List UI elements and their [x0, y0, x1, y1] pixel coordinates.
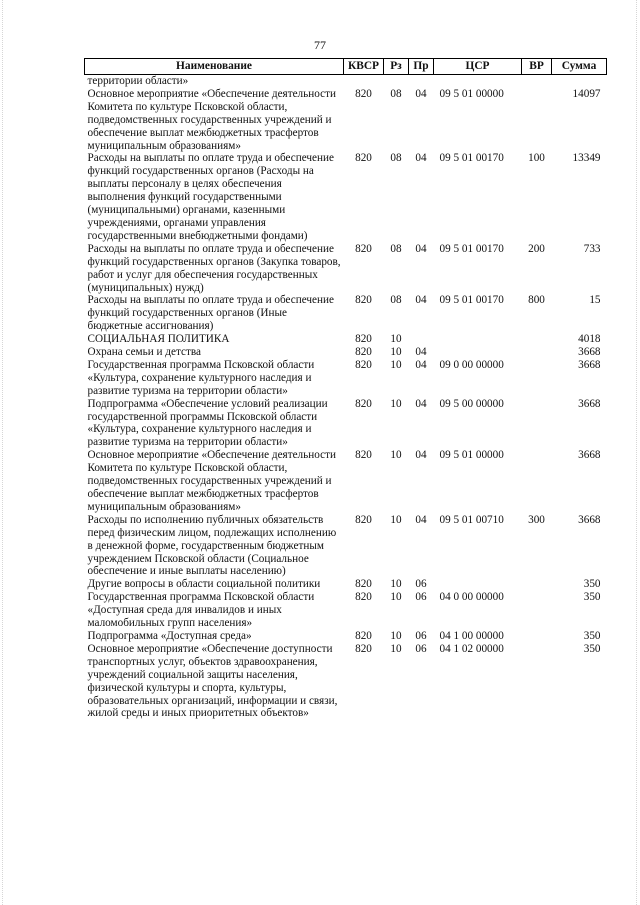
row-pr: 04: [415, 242, 427, 255]
row-vr: [522, 346, 552, 359]
left-scan-edge: [2, 0, 3, 905]
row-kvsr: [344, 75, 384, 88]
row-name: Государственная программа Псковской области «Доступная среда для инвалидов и иных маломобильных групп населения»: [87, 591, 315, 630]
row-vr: 200: [528, 242, 545, 255]
row-sum: 3668: [578, 397, 601, 410]
row-vr: [522, 578, 552, 591]
row-sum: 4018: [578, 333, 601, 346]
row-pr: 06: [415, 591, 427, 604]
table-row: [85, 333, 607, 346]
row-rz: 10: [390, 578, 402, 591]
row-vr: [522, 591, 552, 630]
row-pr: 04: [415, 449, 427, 462]
row-rz: 10: [390, 513, 402, 526]
row-csr: 09 5 01 00000: [439, 87, 504, 100]
row-kvsr: 820: [355, 346, 372, 359]
table-row: [85, 578, 607, 591]
header-name: Наименование: [85, 59, 344, 75]
row-pr: 04: [415, 397, 427, 410]
row-vr: [522, 88, 552, 153]
row-rz: 08: [390, 294, 402, 307]
row-csr: 04 0 00 00000: [439, 591, 504, 604]
header-vr: ВР: [522, 59, 552, 75]
row-rz: 08: [390, 87, 402, 100]
row-vr: [522, 643, 552, 720]
row-name: Расходы на выплаты по оплате труда и обеспечение функций государственных органов (Расходы на выплаты персоналу в целях обеспечения выполнения функций государственными (муниципальными) органами, казенными учреждениями, органами управления государственными внебюджетными фондами): [87, 152, 334, 242]
row-rz: [384, 75, 409, 88]
budget-table: [84, 58, 607, 720]
row-kvsr: 820: [355, 333, 372, 346]
row-csr: [434, 333, 522, 346]
page-number: 77: [314, 38, 326, 52]
row-kvsr: 820: [355, 642, 372, 655]
row-csr: 04 1 02 00000: [439, 642, 504, 655]
table-row: [85, 75, 607, 88]
table-row: [85, 643, 607, 720]
row-sum: 3668: [578, 449, 601, 462]
table-row: [85, 449, 607, 514]
row-kvsr: 820: [355, 242, 372, 255]
row-rz: 10: [390, 397, 402, 410]
row-sum: 350: [583, 591, 601, 604]
row-vr: 300: [528, 513, 545, 526]
row-csr: 09 5 01 00170: [439, 294, 504, 307]
row-sum: [552, 75, 607, 88]
table-row: [85, 359, 607, 398]
row-rz: 10: [390, 642, 402, 655]
row-csr: 09 5 01 00710: [439, 513, 504, 526]
row-kvsr: 820: [355, 629, 372, 642]
row-vr: [522, 359, 552, 398]
row-name: Расходы на выплаты по оплате труда и обеспечение функций государственных органов (Закупка товаров, работ и услуг для обеспечения государственных (муниципальных) нужд): [87, 242, 341, 294]
row-sum: 3668: [578, 346, 601, 359]
row-kvsr: 820: [355, 449, 372, 462]
row-sum: 350: [583, 642, 601, 655]
table-row: [85, 294, 607, 333]
table-row: [85, 88, 607, 153]
row-rz: 10: [390, 591, 402, 604]
row-pr: 06: [415, 642, 427, 655]
header-sum: Сумма: [552, 59, 607, 75]
row-kvsr: 820: [355, 397, 372, 410]
row-sum: 3668: [578, 513, 601, 526]
row-rz: 10: [390, 449, 402, 462]
row-sum: 350: [583, 629, 601, 642]
row-kvsr: 820: [355, 294, 372, 307]
row-pr: [409, 75, 434, 88]
row-rz: 10: [390, 346, 402, 359]
row-name: Другие вопросы в области социальной политики: [87, 578, 321, 591]
header-kvsr: КВСР: [344, 59, 384, 75]
row-csr: [434, 346, 522, 359]
row-rz: 10: [390, 333, 402, 346]
row-csr: 09 0 00 00000: [439, 358, 504, 371]
row-vr: [522, 333, 552, 346]
row-rz: 08: [390, 242, 402, 255]
row-sum: 350: [583, 578, 601, 591]
row-csr: 09 5 01 00170: [439, 242, 504, 255]
row-name: Подпрограмма «Доступная среда»: [87, 629, 252, 642]
row-csr: [434, 75, 522, 88]
row-sum: 3668: [578, 358, 601, 371]
row-kvsr: 820: [355, 513, 372, 526]
row-vr: [522, 398, 552, 450]
row-rz: 10: [390, 629, 402, 642]
header-csr: ЦСР: [434, 59, 522, 75]
row-sum: 733: [583, 242, 601, 255]
table-row: [85, 514, 607, 579]
row-rz: 08: [390, 152, 402, 165]
row-name: Подпрограмма «Обеспечение условий реализации государственной программы Псковской области «Культура, сохранение культурного наследия и развитие туризма на территории области»: [87, 397, 328, 449]
row-vr: 800: [528, 294, 545, 307]
row-name: Основное мероприятие «Обеспечение доступности транспортных услуг, объектов здравоохранения, учреждений социальной защиты населения, физической культуры и спорта, культуры, образовательных организаций, информации и связи, жилой среды и иных приоритетных объектов»: [87, 642, 338, 720]
row-pr: 06: [415, 629, 427, 642]
table-header: [85, 59, 607, 75]
row-csr: 09 5 01 00000: [439, 449, 504, 462]
row-rz: 10: [390, 358, 402, 371]
row-pr: 04: [415, 87, 427, 100]
row-kvsr: 820: [355, 87, 372, 100]
header-pr: Пр: [409, 59, 434, 75]
row-name: Основное мероприятие «Обеспечение деятельности Комитета по культуре Псковской области, подведомственных государственных учреждений и обеспечение выплат межбюджетных трасфертов муниципальным образованиям»: [87, 449, 336, 513]
row-pr: 04: [415, 346, 427, 359]
header-rz: Рз: [384, 59, 409, 75]
row-name: Охрана семьи и детства: [87, 346, 201, 359]
row-vr: 100: [528, 152, 545, 165]
row-kvsr: 820: [355, 358, 372, 371]
row-name: Расходы на выплаты по оплате труда и обеспечение функций государственных органов (Иные бюджетные ассигнования): [87, 294, 334, 333]
row-kvsr: 820: [355, 591, 372, 604]
row-pr: 04: [415, 152, 427, 165]
row-name: Расходы по исполнению публичных обязательств перед физическим лицом, подлежащих исполнению в денежной форме, государственным бюджетным учреждением Псковской области (Социальное обеспечение и иные выплаты населению): [87, 513, 337, 578]
right-scan-edge: [636, 0, 637, 905]
row-vr: [522, 630, 552, 643]
row-pr: 04: [415, 358, 427, 371]
row-name: Государственная программа Псковской области «Культура, сохранение культурного наследия и развитие туризма на территории области»: [87, 358, 315, 397]
row-pr: 04: [415, 513, 427, 526]
row-sum: 13349: [572, 152, 601, 165]
row-csr: [434, 578, 522, 591]
row-vr: [522, 449, 552, 514]
table-row: [85, 243, 607, 295]
row-sum: 15: [589, 294, 601, 307]
table-row: [85, 591, 607, 630]
table-row: [85, 630, 607, 643]
row-sum: 14097: [572, 87, 601, 100]
row-kvsr: 820: [355, 578, 372, 591]
row-name: Основное мероприятие «Обеспечение деятельности Комитета по культуре Псковской области, подведомственных государственных учреждений и обеспечение выплат межбюджетных трасфертов муниципальным образованиям»: [87, 87, 336, 152]
row-pr: [409, 333, 434, 346]
row-csr: 04 1 00 00000: [439, 629, 504, 642]
table-row: [85, 398, 607, 450]
row-name: СОЦИАЛЬНАЯ ПОЛИТИКА: [87, 333, 230, 346]
table-row: [85, 346, 607, 359]
table-body: [85, 75, 607, 721]
row-pr: 04: [415, 294, 427, 307]
row-pr: 06: [415, 578, 427, 591]
row-csr: 09 5 01 00170: [439, 152, 504, 165]
row-vr: [522, 75, 552, 88]
table-row: [85, 152, 607, 242]
row-csr: 09 5 00 00000: [439, 397, 504, 410]
row-kvsr: 820: [355, 152, 372, 165]
row-name: территории области»: [87, 75, 189, 87]
